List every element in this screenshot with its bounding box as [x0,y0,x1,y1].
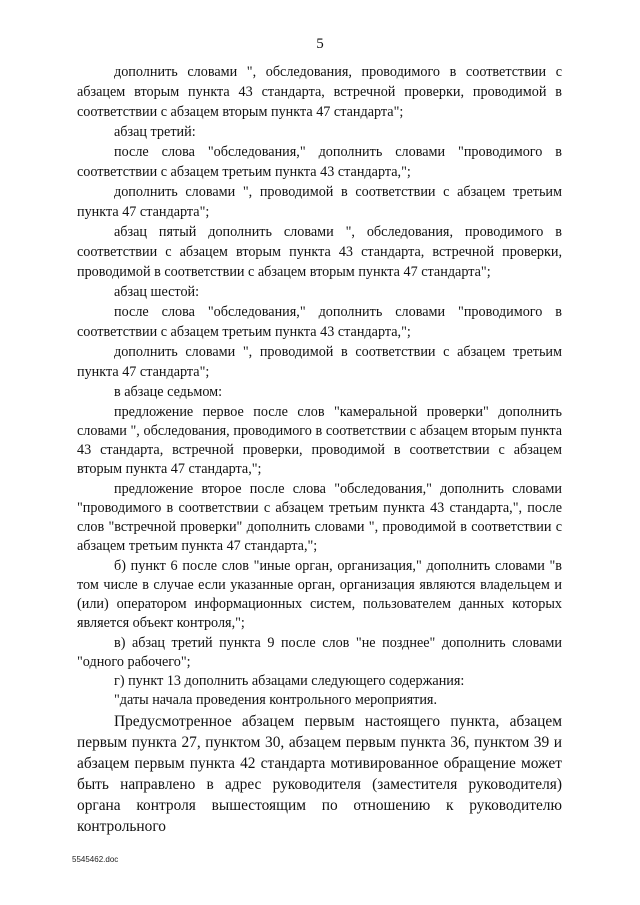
page-number: 5 [316,36,324,52]
paragraph: "даты начала проведения контрольного мероприятия. [114,692,438,708]
paragraph: б) пункт 6 после слов "иные орган, организация," дополнить словами "в том числе в случае если указанные орган, организация являются владельцем и (или) оператором информационных систем, пользователем данных которых является объект контроля,"; [77,558,562,631]
paragraph: дополнить словами ", проводимой в соответствии с абзацем третьим пункта 47 стандарта"; [77,184,562,220]
document-body [77,62,562,837]
paragraph: абзац шестой: [114,284,200,300]
paragraph: в абзаце седьмом: [114,384,223,400]
paragraph: предложение первое после слов "камеральной проверки" дополнить словами ", обследования, проводимого в соответствии с абзацем вторым пункта 43 стандарта, встречной проверки, проводимой в соответствии с абзацем вторым пункта 47 стандарта,"; [77,404,562,477]
paragraph: Предусмотренное абзацем первым настоящего пункта, абзацем первым пункта 27, пунктом 30, абзацем первым пункта 36, пунктом 39 и абзацем первым пункта 42 стандарта мотивированное обращение может быть направлено в адрес руководителя (заместителя руководителя) органа контроля вышестоящим по отношению к руководителю контрольного [77,713,562,835]
paragraph: после слова "обследования," дополнить словами "проводимого в соответствии с абзацем третьим пункта 43 стандарта,"; [77,304,562,340]
document-footer: 5545462.doc [72,855,119,864]
paragraph: после слова "обследования," дополнить словами "проводимого в соответствии с абзацем третьим пункта 43 стандарта,"; [77,144,562,180]
paragraph: г) пункт 13 дополнить абзацами следующего содержания: [114,673,465,689]
paragraph: дополнить словами ", обследования, проводимого в соответствии с абзацем вторым пункта 43 стандарта, встречной проверки, проводимой в соответствии с абзацем вторым пункта 47 стандарта"; [77,64,562,120]
paragraph: абзац третий: [114,124,196,140]
paragraph: в) абзац третий пункта 9 после слов "не позднее" дополнить словами "одного рабочего"; [77,635,562,670]
paragraph: дополнить словами ", проводимой в соответствии с абзацем третьим пункта 47 стандарта"; [77,344,562,380]
paragraph: абзац пятый дополнить словами ", обследования, проводимого в соответствии с абзацем вторым пункта 43 стандарта, встречной проверки, проводимой в соответствии с абзацем вторым пункта 47 стандарта"; [77,224,562,280]
paragraph: предложение второе после слова "обследования," дополнить словами "проводимого в соответствии с абзацем третьим пункта 43 стандарта,", после слов "встречной проверки" дополнить словами ", проводимой в соответствии с абзацем третьим пункта 47 стандарта,"; [77,481,562,554]
